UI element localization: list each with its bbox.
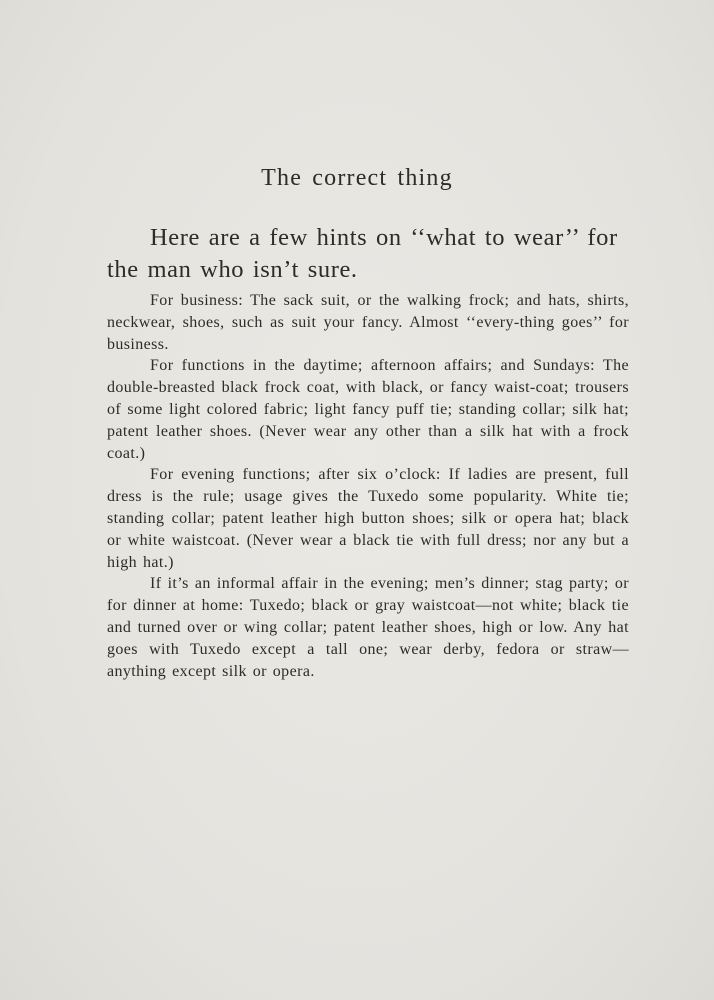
paragraph-daytime: For functions in the daytime; afternoon affairs; and Sundays: The double-breasted black frock coat, with black, or fancy waist-coat; trousers of some light colored fabric; light fancy puff tie; standing collar; silk hat; patent leather shoes. (Never wear any other than a silk hat with a frock coat.) bbox=[107, 357, 629, 462]
paragraph-evening: For evening functions; after six o’clock: If ladies are present, full dress is the rule; usage gives the Tuxedo some popularity. White tie; standing collar; patent leather high button shoes; silk or opera hat; black or white waistcoat. (Never wear a black tie with full dress; nor any but a high hat.) bbox=[107, 466, 629, 571]
page-title: The correct thing bbox=[261, 165, 453, 191]
body-text bbox=[107, 290, 629, 682]
paragraph-informal: If it’s an informal affair in the evening; men’s dinner; stag party; or for dinner at home: Tuxedo; black or gray waistcoat—not white; black tie and turned over or wing collar; patent leather shoes, high or low. Any hat goes with Tuxedo except a tall one; wear derby, fedora or straw—anything except silk or opera. bbox=[107, 575, 629, 680]
paragraph-business: For business: The sack suit, or the walking frock; and hats, shirts, neckwear, shoes, such as suit your fancy. Almost ‘‘every-thing goes’’ for business. bbox=[107, 292, 629, 353]
intro-heading: Here are a few hints on ‘‘what to wear’’ for the man who isn’t sure. bbox=[107, 224, 618, 283]
